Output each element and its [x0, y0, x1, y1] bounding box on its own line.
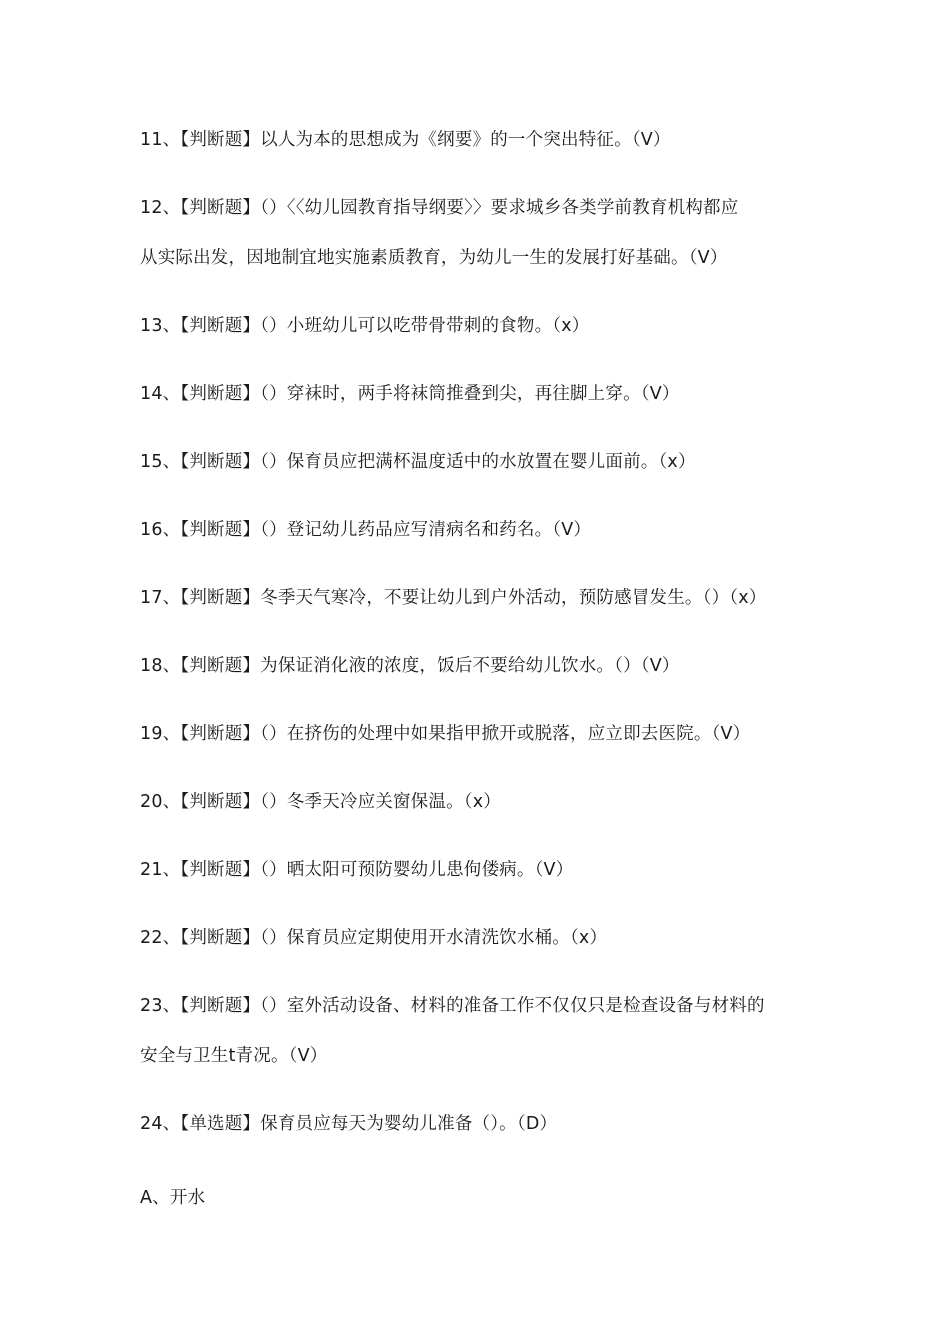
question-17: 17、【判断题】冬季天气寒冷，不要让幼儿到户外活动，预防感冒发生。（）（x） — [140, 588, 767, 608]
question-13: 13、【判断题】（）小班幼儿可以吃带骨带刺的食物。（x） — [140, 316, 590, 336]
question-16: 16、【判断题】（）登记幼儿药品应写清病名和药名。（V） — [140, 520, 592, 540]
question-21: 21、【判断题】（）晒太阳可预防婴幼儿患佝偻病。（V） — [140, 860, 574, 880]
question-15: 15、【判断题】（）保育员应把满杯温度适中的水放置在婴儿面前。（x） — [140, 452, 696, 472]
question-20: 20、【判断题】（）冬季天冷应关窗保温。（x） — [140, 792, 501, 812]
question-23-line-2: 安全与卫生t青况。（V） — [140, 1046, 328, 1066]
question-23-line-1: 23、【判断题】（）室外活动设备、材料的准备工作不仅仅只是检查设备与材料的 — [140, 996, 765, 1016]
question-22: 22、【判断题】（）保育员应定期使用开水清洗饮水桶。（x） — [140, 928, 608, 948]
question-19: 19、【判断题】（）在挤伤的处理中如果指甲掀开或脱落，应立即去医院。（V） — [140, 724, 751, 744]
question-12-line-1: 12、【判断题】（）〈〈幼儿园教育指导纲要〉〉要求城乡各类学前教育机构都应 — [140, 198, 739, 218]
question-24: 24、【单选题】保育员应每天为婴幼儿准备（）。（D） — [140, 1114, 558, 1134]
question-12-line-2: 从实际出发，因地制宜地实施素质教育，为幼儿一生的发展打好基础。（V） — [140, 248, 728, 268]
question-11: 11、【判断题】以人为本的思想成为《纲要》的一个突出特征。（V） — [140, 130, 671, 150]
question-14: 14、【判断题】（）穿袜时，两手将袜筒推叠到尖，再往脚上穿。（V） — [140, 384, 680, 404]
question-18: 18、【判断题】为保证消化液的浓度，饭后不要给幼儿饮水。（）（V） — [140, 656, 680, 676]
option-a: A、开水 — [140, 1188, 206, 1208]
